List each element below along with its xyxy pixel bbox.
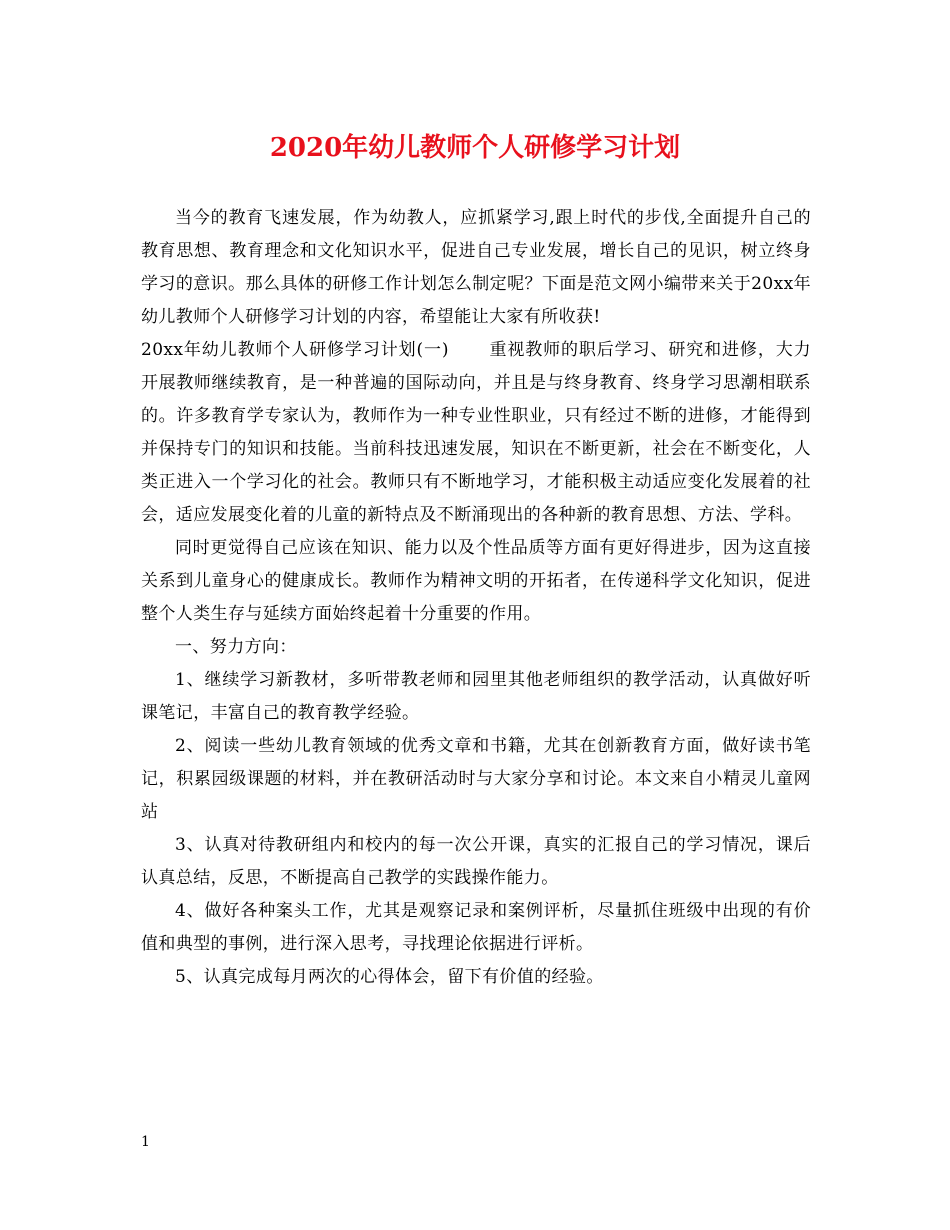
- list-item: 1、继续学习新教材，多听带教老师和园里其他老师组织的教学活动，认真做好听课笔记，丰富自己的教育教学经验。: [141, 670, 811, 723]
- plan-one-paragraph: [141, 334, 811, 532]
- section-heading: 一、努力方向：: [175, 637, 297, 657]
- development-paragraph: 同时更觉得自己应该在知识、能力以及个性品质等方面有更好得进步，因为这直接关系到儿童身心的健康成长。教师作为精神文明的开拓者，在传递科学文化知识，促进整个人类生存与延续方面始终起着十分重要的作用。: [141, 538, 811, 624]
- page-number: 1: [141, 1134, 150, 1150]
- intro-paragraph: 当今的教育飞速发展，作为幼教人，应抓紧学习,跟上时代的步伐,全面提升自己的教育思想、教育理念和文化知识水平，促进自己专业发展，增长自己的见识，树立终身学习的意识。那么具体的研修工作计划怎么制定呢？下面是范文网小编带来关于20xx年幼儿教师个人研修学习计划的内容，希望能让大家有所收获!: [141, 208, 811, 327]
- document-title: 2020年幼儿教师个人研修学习计划: [269, 133, 681, 163]
- plan-one-heading: 20xx年幼儿教师个人研修学习计划(一): [141, 340, 449, 360]
- list-item: 4、做好各种案头工作，尤其是观察记录和案例评析，尽量抓住班级中出现的有价值和典型的事例，进行深入思考，寻找理论依据进行评析。: [141, 901, 811, 954]
- document-body: [141, 202, 811, 994]
- list-item: 3、认真对待教研组内和校内的每一次公开课，真实的汇报自己的学习情况，课后认真总结，反思，不断提高自己教学的实践操作能力。: [141, 835, 811, 888]
- list-item: 2、阅读一些幼儿教育领域的优秀文章和书籍，尤其在创新教育方面，做好读书笔记，积累园级课题的材料，并在教研活动时与大家分享和讨论。本文来自小精灵儿童网站: [141, 736, 811, 822]
- plan-one-body: 重视教师的职后学习、研究和进修，大力开展教师继续教育，是一种普遍的国际动向，并且是与终身教育、终身学习思潮相联系的。许多教育学专家认为，教师作为一种专业性职业，只有经过不断的进修，才能得到并保持专门的知识和技能。当前科技迅速发展，知识在不断更新，社会在不断变化，人类正进入一个学习化的社会。教师只有不断地学习，才能积极主动适应变化发展着的社会，适应发展变化着的儿童的新特点及不断涌现出的各种新的教育思想、方法、学科。: [141, 340, 812, 525]
- list-item: 5、认真完成每月两次的心得体会，留下有价值的经验。: [175, 967, 604, 987]
